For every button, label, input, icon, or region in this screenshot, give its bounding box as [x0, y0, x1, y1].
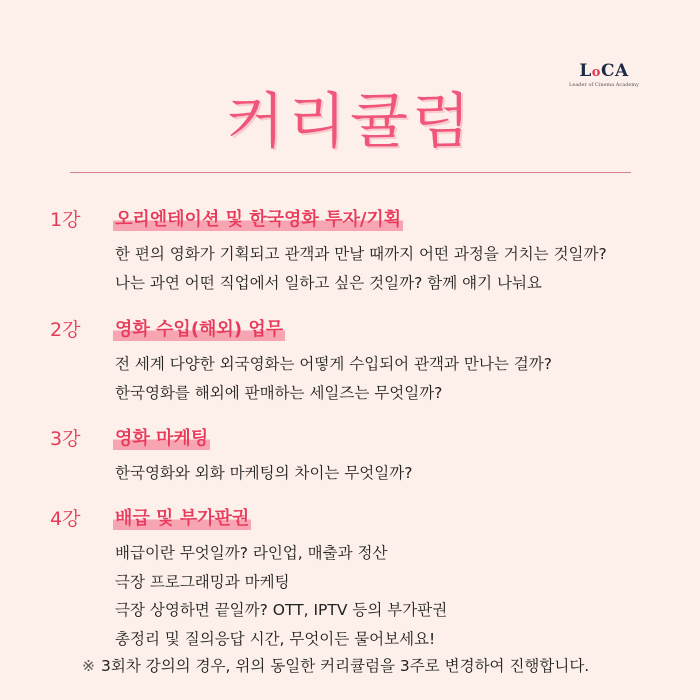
lecture-number: 2강 [50, 319, 81, 341]
lecture-title: 영화 수입(해외) 업무 [113, 317, 285, 343]
reference-mark-icon: ※ [82, 657, 95, 675]
lecture-number: 1강 [50, 209, 81, 231]
description-line: 한 편의 영화가 기획되고 관객과 만날 때까지 어떤 과정을 거치는 것일까? [115, 245, 607, 263]
logo-letter-o: o [591, 65, 601, 80]
lecture-description [115, 539, 447, 653]
description-line: 한국영화를 해외에 판매하는 세일즈는 무엇일까? [115, 383, 443, 402]
description-line: 총정리 및 질의응답 시간, 무엇이든 물어보세요! [115, 629, 436, 648]
lecture-number: 3강 [50, 428, 81, 450]
footnote-text: 3회차 강의의 경우, 위의 동일한 커리큘럼을 3주로 변경하여 진행합니다. [101, 657, 590, 675]
lecture-title: 배급 및 부가판권 [113, 506, 251, 532]
logo-letters-ca: CA [600, 61, 629, 81]
footnote [82, 654, 589, 678]
logo-wordmark [566, 62, 642, 82]
lecture-title: 영화 마케팅 [113, 426, 210, 452]
description-line: 전 세계 다양한 외국영화는 어떻게 수입되어 관객과 만나는 걸까? [115, 355, 552, 373]
description-line: 배급이란 무엇일까? 라인업, 매출과 정산 [115, 544, 388, 562]
lecture-description [115, 350, 552, 407]
description-line: 극장 프로그래밍과 마케팅 [115, 572, 290, 591]
description-line: 극장 상영하면 끝일까? OTT, IPTV 등의 부가판권 [115, 601, 448, 619]
lecture-description [115, 240, 607, 297]
lecture-number: 4강 [50, 508, 81, 530]
logo-tagline: Leader of Cinema Academy [569, 82, 639, 88]
page-title: 커리큘럼 [226, 87, 474, 157]
logo-letter-l: L [579, 61, 592, 81]
lecture-description [115, 459, 412, 488]
title-divider [70, 172, 631, 173]
description-line: 나는 과연 어떤 직업에서 일하고 싶은 것일까? 함께 얘기 나눠요 [115, 273, 542, 292]
lecture-title: 오리엔테이션 및 한국영화 투자/기획 [113, 207, 403, 233]
description-line: 한국영화와 외화 마케팅의 차이는 무엇일까? [115, 464, 413, 482]
